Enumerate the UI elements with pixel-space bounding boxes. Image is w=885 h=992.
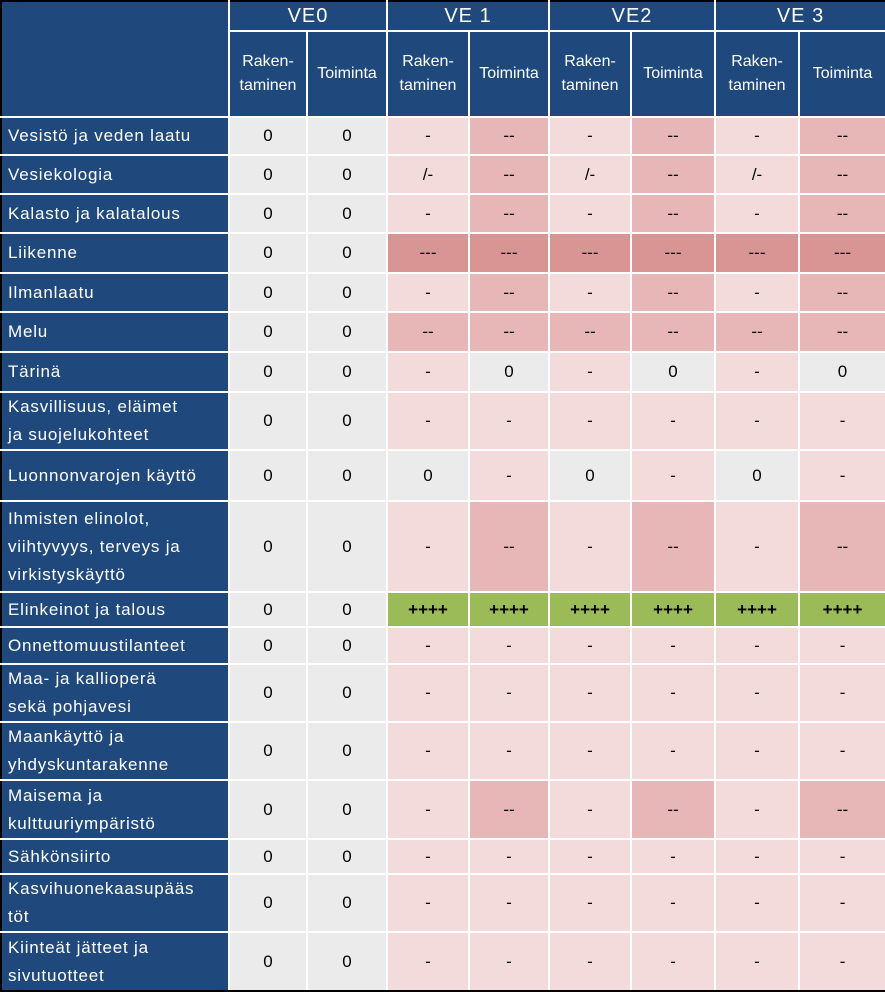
table-header [1, 1, 885, 117]
impact-category-line: ja suojelukohteet [8, 425, 150, 444]
impact-rating-cell: - [549, 501, 631, 592]
impact-rating-cell: 0 [229, 664, 307, 722]
impact-rating-cell: - [799, 450, 885, 501]
impact-rating-cell: -- [469, 194, 549, 233]
impact-rating-cell: - [631, 839, 715, 874]
impact-category-line: Luonnonvarojen käyttö [8, 465, 197, 485]
impact-category-line: Maankäyttö ja [8, 727, 125, 746]
phase-header [799, 31, 885, 117]
impact-category-line: sekä pohjavesi [8, 697, 132, 716]
impact-rating-cell: 0 [307, 450, 387, 501]
phase-header [387, 31, 469, 117]
impact-rating-cell: 0 [229, 194, 307, 233]
impact-rating-cell: -- [469, 155, 549, 194]
impact-rating-cell: - [715, 352, 799, 392]
impact-rating-cell: 0 [307, 352, 387, 392]
impact-rating-cell: 0 [307, 780, 387, 839]
impact-rating-cell: 0 [469, 352, 549, 392]
impact-rating-cell: 0 [229, 273, 307, 312]
phase-header [229, 31, 307, 117]
table-row [1, 194, 885, 233]
impact-rating-cell: - [549, 664, 631, 722]
impact-rating-cell: --- [715, 233, 799, 273]
impact-category-label [1, 501, 229, 592]
impact-rating-cell: 0 [307, 722, 387, 780]
impact-rating-cell: - [469, 627, 549, 664]
phase-header-line: Raken- [731, 53, 783, 70]
phase-header-line: Raken- [564, 53, 616, 70]
phase-header-line: Toiminta [479, 65, 539, 82]
scenario-header: VE 3 [715, 1, 885, 31]
impact-category-line: Liikenne [8, 243, 78, 262]
impact-rating-cell: -- [469, 273, 549, 312]
impact-rating-cell: /- [549, 155, 631, 194]
impact-rating-cell: -- [631, 780, 715, 839]
impact-rating-cell: -- [469, 501, 549, 592]
impact-rating-cell: 0 [631, 352, 715, 392]
impact-rating-cell: - [549, 273, 631, 312]
impact-rating-cell: - [631, 932, 715, 991]
impact-rating-cell: - [715, 874, 799, 932]
impact-rating-cell: - [549, 627, 631, 664]
impact-rating-cell: -- [631, 273, 715, 312]
impact-rating-cell: -- [799, 194, 885, 233]
impact-rating-cell: - [799, 932, 885, 991]
impact-rating-cell: - [469, 932, 549, 991]
impact-category-line: Maisema ja [8, 785, 103, 805]
table-row [1, 450, 885, 501]
table-row [1, 501, 885, 592]
impact-rating-cell: - [715, 839, 799, 874]
impact-rating-cell: - [387, 722, 469, 780]
impact-rating-cell: - [631, 722, 715, 780]
impact-category-line: Onnettomuustilanteet [8, 635, 186, 655]
impact-rating-cell: ++++ [469, 592, 549, 627]
impact-rating-cell: - [549, 932, 631, 991]
impact-rating-cell: 0 [307, 592, 387, 627]
impact-category-label [1, 932, 229, 991]
impact-rating-cell: /- [387, 155, 469, 194]
table-row [1, 352, 885, 392]
impact-category-label [1, 592, 229, 627]
scenario-header: VE0 [229, 1, 387, 31]
impact-rating-cell: ++++ [715, 592, 799, 627]
phase-header-line: taminen [239, 77, 297, 94]
table-row [1, 592, 885, 627]
impact-rating-cell: - [631, 392, 715, 450]
impact-rating-cell: 0 [307, 932, 387, 991]
impact-category-line: virkistyskäyttö [8, 564, 126, 584]
table-row [1, 874, 885, 932]
impact-category-line: yhdyskuntarakenne [8, 755, 170, 774]
impact-rating-cell: - [387, 273, 469, 312]
impact-rating-cell: 0 [229, 501, 307, 592]
impact-rating-cell: 0 [229, 592, 307, 627]
impact-rating-cell: 0 [229, 780, 307, 839]
impact-rating-cell: - [799, 392, 885, 450]
impact-rating-cell: 0 [229, 839, 307, 874]
impact-rating-cell: - [469, 392, 549, 450]
impact-rating-cell: - [549, 780, 631, 839]
impact-category-line: Ihmisten elinolot, [8, 508, 150, 528]
impact-rating-cell: -- [799, 312, 885, 352]
impact-rating-cell: -- [549, 312, 631, 352]
impact-rating-cell: 0 [307, 155, 387, 194]
impact-rating-cell: - [549, 874, 631, 932]
impact-category-label [1, 233, 229, 273]
impact-rating-cell: - [715, 194, 799, 233]
impact-rating-cell: 0 [307, 501, 387, 592]
impact-rating-cell: 0 [799, 352, 885, 392]
impact-rating-cell: -- [799, 117, 885, 155]
impact-rating-cell: - [715, 932, 799, 991]
impact-category-label [1, 780, 229, 839]
impact-category-line: Sähkönsiirto [8, 846, 112, 866]
impact-rating-cell: - [469, 664, 549, 722]
phase-header [549, 31, 631, 117]
impact-rating-cell: 0 [229, 722, 307, 780]
impact-rating-cell: 0 [549, 450, 631, 501]
impact-category-label [1, 352, 229, 392]
impact-category-label [1, 839, 229, 874]
impact-category-line: Kasvillisuus, eläimet [8, 397, 178, 416]
impact-rating-cell: - [715, 722, 799, 780]
impact-category-label [1, 194, 229, 233]
header-corner-cell [1, 1, 229, 117]
impact-rating-cell: 0 [307, 117, 387, 155]
impact-rating-cell: 0 [307, 627, 387, 664]
impact-category-line: Ilmanlaatu [8, 282, 95, 302]
impact-rating-cell: 0 [229, 450, 307, 501]
impact-rating-cell: - [799, 664, 885, 722]
phase-header-line: taminen [399, 77, 457, 94]
impact-rating-cell: - [799, 627, 885, 664]
impact-rating-cell: - [387, 874, 469, 932]
impact-rating-cell: 0 [229, 312, 307, 352]
impact-rating-cell: 0 [229, 392, 307, 450]
impact-rating-cell: -- [469, 780, 549, 839]
impact-category-line: Vesiekologia [8, 164, 114, 184]
impact-category-line: kulttuuriympäristö [8, 813, 156, 833]
impact-rating-cell: -- [799, 501, 885, 592]
impact-rating-cell: -- [799, 155, 885, 194]
impact-rating-cell: -- [631, 155, 715, 194]
impact-rating-cell: 0 [307, 273, 387, 312]
table-row [1, 312, 885, 352]
impact-rating-cell: 0 [229, 874, 307, 932]
impact-rating-cell: - [549, 722, 631, 780]
impact-category-line: Kiinteät jätteet ja [8, 937, 149, 957]
phase-header-line: taminen [561, 77, 619, 94]
impact-rating-cell: - [631, 627, 715, 664]
phase-header-line: taminen [728, 77, 786, 94]
impact-rating-cell: - [715, 117, 799, 155]
table-row [1, 233, 885, 273]
impact-category-label [1, 273, 229, 312]
impact-rating-cell: - [387, 839, 469, 874]
table-row [1, 839, 885, 874]
impact-rating-cell: - [631, 450, 715, 501]
impact-category-label [1, 627, 229, 664]
impact-rating-cell: 0 [307, 664, 387, 722]
impact-rating-cell: 0 [229, 155, 307, 194]
phase-header-line: Toiminta [317, 65, 377, 82]
impact-rating-cell: - [387, 392, 469, 450]
phase-header [469, 31, 549, 117]
impact-rating-cell: 0 [307, 312, 387, 352]
phase-header [631, 31, 715, 117]
impact-rating-cell: 0 [307, 194, 387, 233]
impact-rating-cell: 0 [307, 874, 387, 932]
impact-rating-cell: 0 [715, 450, 799, 501]
phase-header [715, 31, 799, 117]
scenario-header: VE 1 [387, 1, 549, 31]
phase-header-line: Raken- [402, 53, 454, 70]
impact-rating-cell: ++++ [631, 592, 715, 627]
impact-rating-cell: -- [631, 117, 715, 155]
impact-rating-cell: - [715, 627, 799, 664]
impact-rating-cell: --- [549, 233, 631, 273]
scenario-header: VE2 [549, 1, 715, 31]
phase-header-line: Toiminta [812, 65, 873, 82]
table-row [1, 117, 885, 155]
impact-rating-cell: 0 [229, 117, 307, 155]
impact-category-label [1, 664, 229, 722]
table-row [1, 932, 885, 991]
table-row [1, 627, 885, 664]
impact-rating-cell: - [387, 627, 469, 664]
impact-rating-cell: - [799, 722, 885, 780]
impact-rating-cell: -- [469, 312, 549, 352]
table-body [1, 117, 885, 991]
impact-rating-cell: 0 [387, 450, 469, 501]
impact-category-line: Kasvihuonekaasupääs [8, 879, 195, 898]
impact-rating-cell: - [387, 352, 469, 392]
impact-rating-cell: - [469, 450, 549, 501]
impact-rating-cell: --- [631, 233, 715, 273]
table-row [1, 780, 885, 839]
impact-category-label [1, 312, 229, 352]
impact-rating-cell: ++++ [549, 592, 631, 627]
impact-rating-cell: - [387, 194, 469, 233]
phase-header-line: Raken- [242, 53, 294, 70]
impact-rating-cell: - [387, 780, 469, 839]
impact-category-line: Kalasto ja kalatalous [8, 203, 181, 223]
impact-rating-cell: - [387, 501, 469, 592]
impact-category-line: viihtyvyys, terveys ja [8, 536, 181, 556]
impact-rating-cell: - [549, 839, 631, 874]
impact-rating-cell: -- [631, 501, 715, 592]
impact-category-line: Melu [8, 322, 49, 341]
impact-rating-cell: /- [715, 155, 799, 194]
impact-rating-cell: ++++ [799, 592, 885, 627]
impact-category-line: Tärinä [8, 362, 61, 381]
impact-rating-cell: --- [799, 233, 885, 273]
phase-header-line: Toiminta [643, 65, 703, 82]
impact-rating-cell: 0 [229, 352, 307, 392]
impact-category-label [1, 392, 229, 450]
impact-rating-cell: 0 [229, 627, 307, 664]
impact-rating-cell: 0 [229, 233, 307, 273]
impact-rating-cell: -- [387, 312, 469, 352]
impact-rating-cell: - [631, 664, 715, 722]
impact-rating-cell: - [715, 664, 799, 722]
impact-rating-cell: - [387, 932, 469, 991]
impact-rating-cell: - [469, 874, 549, 932]
impact-rating-cell: -- [469, 117, 549, 155]
impact-category-label [1, 155, 229, 194]
table-row [1, 155, 885, 194]
impact-category-line: Maa- ja kallioperä [8, 669, 157, 688]
impact-rating-cell: - [469, 839, 549, 874]
impact-rating-cell: - [387, 117, 469, 155]
impact-rating-cell: 0 [307, 839, 387, 874]
phase-header [307, 31, 387, 117]
impact-rating-cell: -- [799, 273, 885, 312]
impact-category-line: Vesistö ja veden laatu [8, 126, 191, 145]
table-row [1, 392, 885, 450]
impact-category-line: töt [8, 907, 30, 926]
impact-rating-cell: - [387, 664, 469, 722]
impact-rating-cell: -- [631, 312, 715, 352]
impact-rating-cell: - [469, 722, 549, 780]
impact-rating-cell: - [799, 839, 885, 874]
impact-rating-cell: 0 [307, 392, 387, 450]
impact-rating-cell: 0 [307, 233, 387, 273]
impact-category-label [1, 722, 229, 780]
impact-rating-cell: -- [631, 194, 715, 233]
impact-category-label [1, 874, 229, 932]
impact-category-label [1, 117, 229, 155]
impact-rating-cell: - [715, 780, 799, 839]
impact-rating-cell: --- [469, 233, 549, 273]
impact-rating-cell: -- [799, 780, 885, 839]
impact-category-line: sivutuotteet [8, 965, 105, 985]
impact-rating-cell: - [549, 392, 631, 450]
impact-rating-cell: -- [715, 312, 799, 352]
impact-rating-cell: - [549, 352, 631, 392]
impact-rating-cell: - [549, 117, 631, 155]
impact-category-label [1, 450, 229, 501]
impact-rating-cell: - [799, 874, 885, 932]
impact-rating-cell: - [715, 273, 799, 312]
impact-category-line: Elinkeinot ja talous [8, 599, 166, 619]
impact-rating-cell: - [631, 874, 715, 932]
impact-rating-cell: - [715, 392, 799, 450]
impact-rating-cell: - [715, 501, 799, 592]
table-row [1, 722, 885, 780]
impact-rating-cell: - [549, 194, 631, 233]
table-row [1, 273, 885, 312]
impact-rating-cell: --- [387, 233, 469, 273]
table-row [1, 664, 885, 722]
impact-rating-cell: ++++ [387, 592, 469, 627]
impact-rating-cell: 0 [229, 932, 307, 991]
